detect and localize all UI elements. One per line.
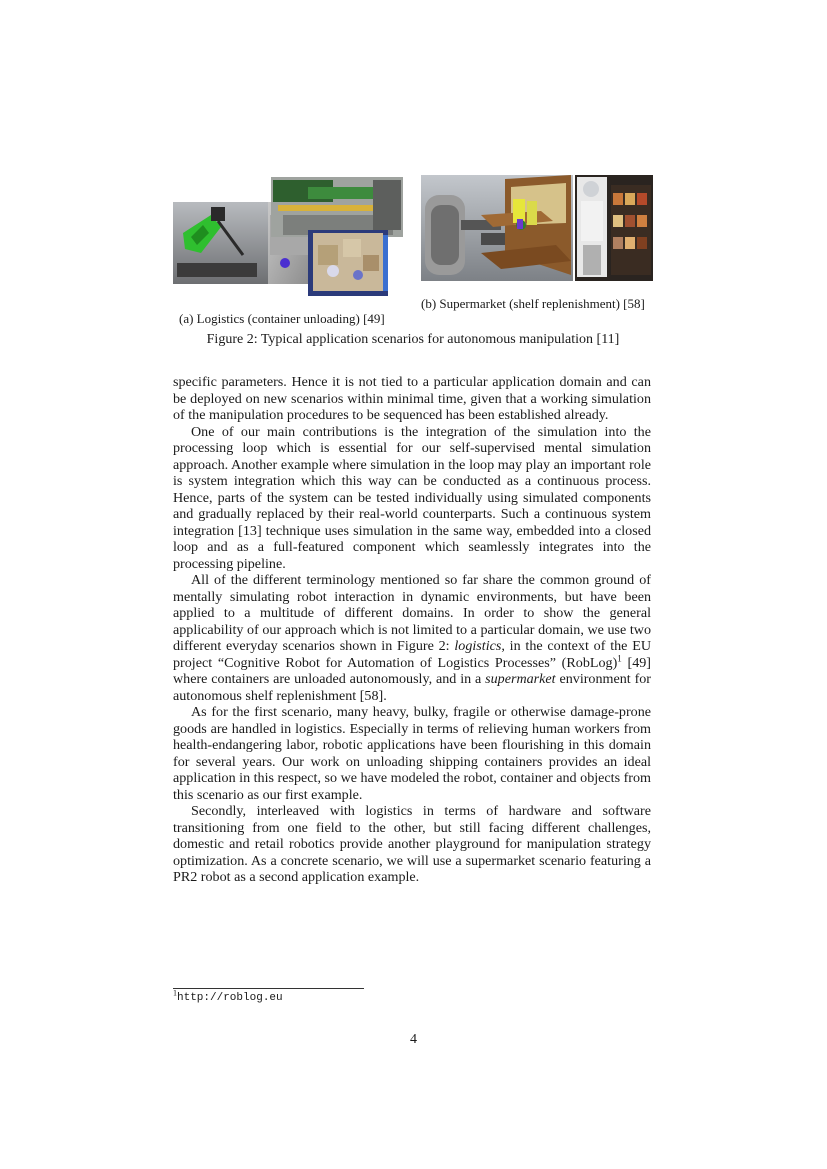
supermarket-term: supermarket [485,671,556,687]
page-number: 4 [410,1032,417,1047]
footnote-mark: 1 [173,988,177,998]
paragraph-3-text-b: , in the context of the EU project “Cognitive Robot for Automation of Logistics Processes” (RobLog) [173,638,651,671]
subfigure-b-caption: (b) Supermarket (shelf replenishment) [58] [421,296,645,311]
logistics-collage-image [173,175,405,297]
paragraph-3-text-a: All of the different terminology mentioned so far share the common ground of mentally simulating robot interaction in dynamic environments, but have been applied to a multitude of different domains. In order to show the general applicability of our approach which is not limited to a particular domain, we use two different everyday scenarios shown in Figure 2: [173,572,651,654]
subfigure-a-caption: (a) Logistics (container unloading) [49] [179,311,385,326]
footnote-url[interactable]: http://roblog.eu [177,992,283,1004]
paragraph-4: As for the first scenario, many heavy, bulky, fragile or otherwise damage-prone goods are handled in logistics. Especially in terms of relieving human workers from health-endangering labor, robotic applications have been flourishing in this domain for several years. Our work on unloading shipping containers provides an ideal application in this respect, so we have modeled the robot, container and objects from this scenario as our first example. [173,704,651,803]
supermarket-collage-image [421,175,653,281]
footnote-rule [173,988,364,989]
logistics-term: logistics [454,638,502,654]
footnote-marker: 1 [617,652,622,663]
figure-caption: Figure 2: Typical application scenarios for autonomous manipulation [11] [206,332,620,347]
paragraph-5: Secondly, interleaved with logistics in terms of hardware and software transitioning from one field to the other, but still facing different challenges, domestic and retail robotics provide another playground for manipulation strategy optimization. As a concrete scenario, we will use a supermarket scenario featuring a PR2 robot as a second application example. [173,803,651,885]
paragraph-1: specific parameters. Hence it is not tied to a particular application domain and can be deployed on new scenarios within minimal time, given that a working simulation of the manipulation procedures to be sequenced has been established already. [173,374,651,423]
body-text [173,374,651,886]
paragraph-3-text-d: environment for autonomous shelf replenishment [58]. [173,671,651,704]
paragraph-3 [173,572,651,704]
footnote [173,988,283,1004]
paragraph-2: One of our main contributions is the integration of the simulation into the processing loop which is essential for our self-supervised mental simulation approach. Another example where simulation in the loop may play an important role is system integration which this way can be conducted as a continuous process. Hence, parts of the system can be tested individually using simulated components and gradually replaced by their real-world counterparts. Such a continuous system integration [13] technique uses simulation in the same way, embedded into a closed loop and as a full-featured component which seamlessly integrates into the processing pipeline. [173,423,651,572]
paragraph-3-text-c: [49] where containers are unloaded autonomously, and in a [173,654,651,687]
